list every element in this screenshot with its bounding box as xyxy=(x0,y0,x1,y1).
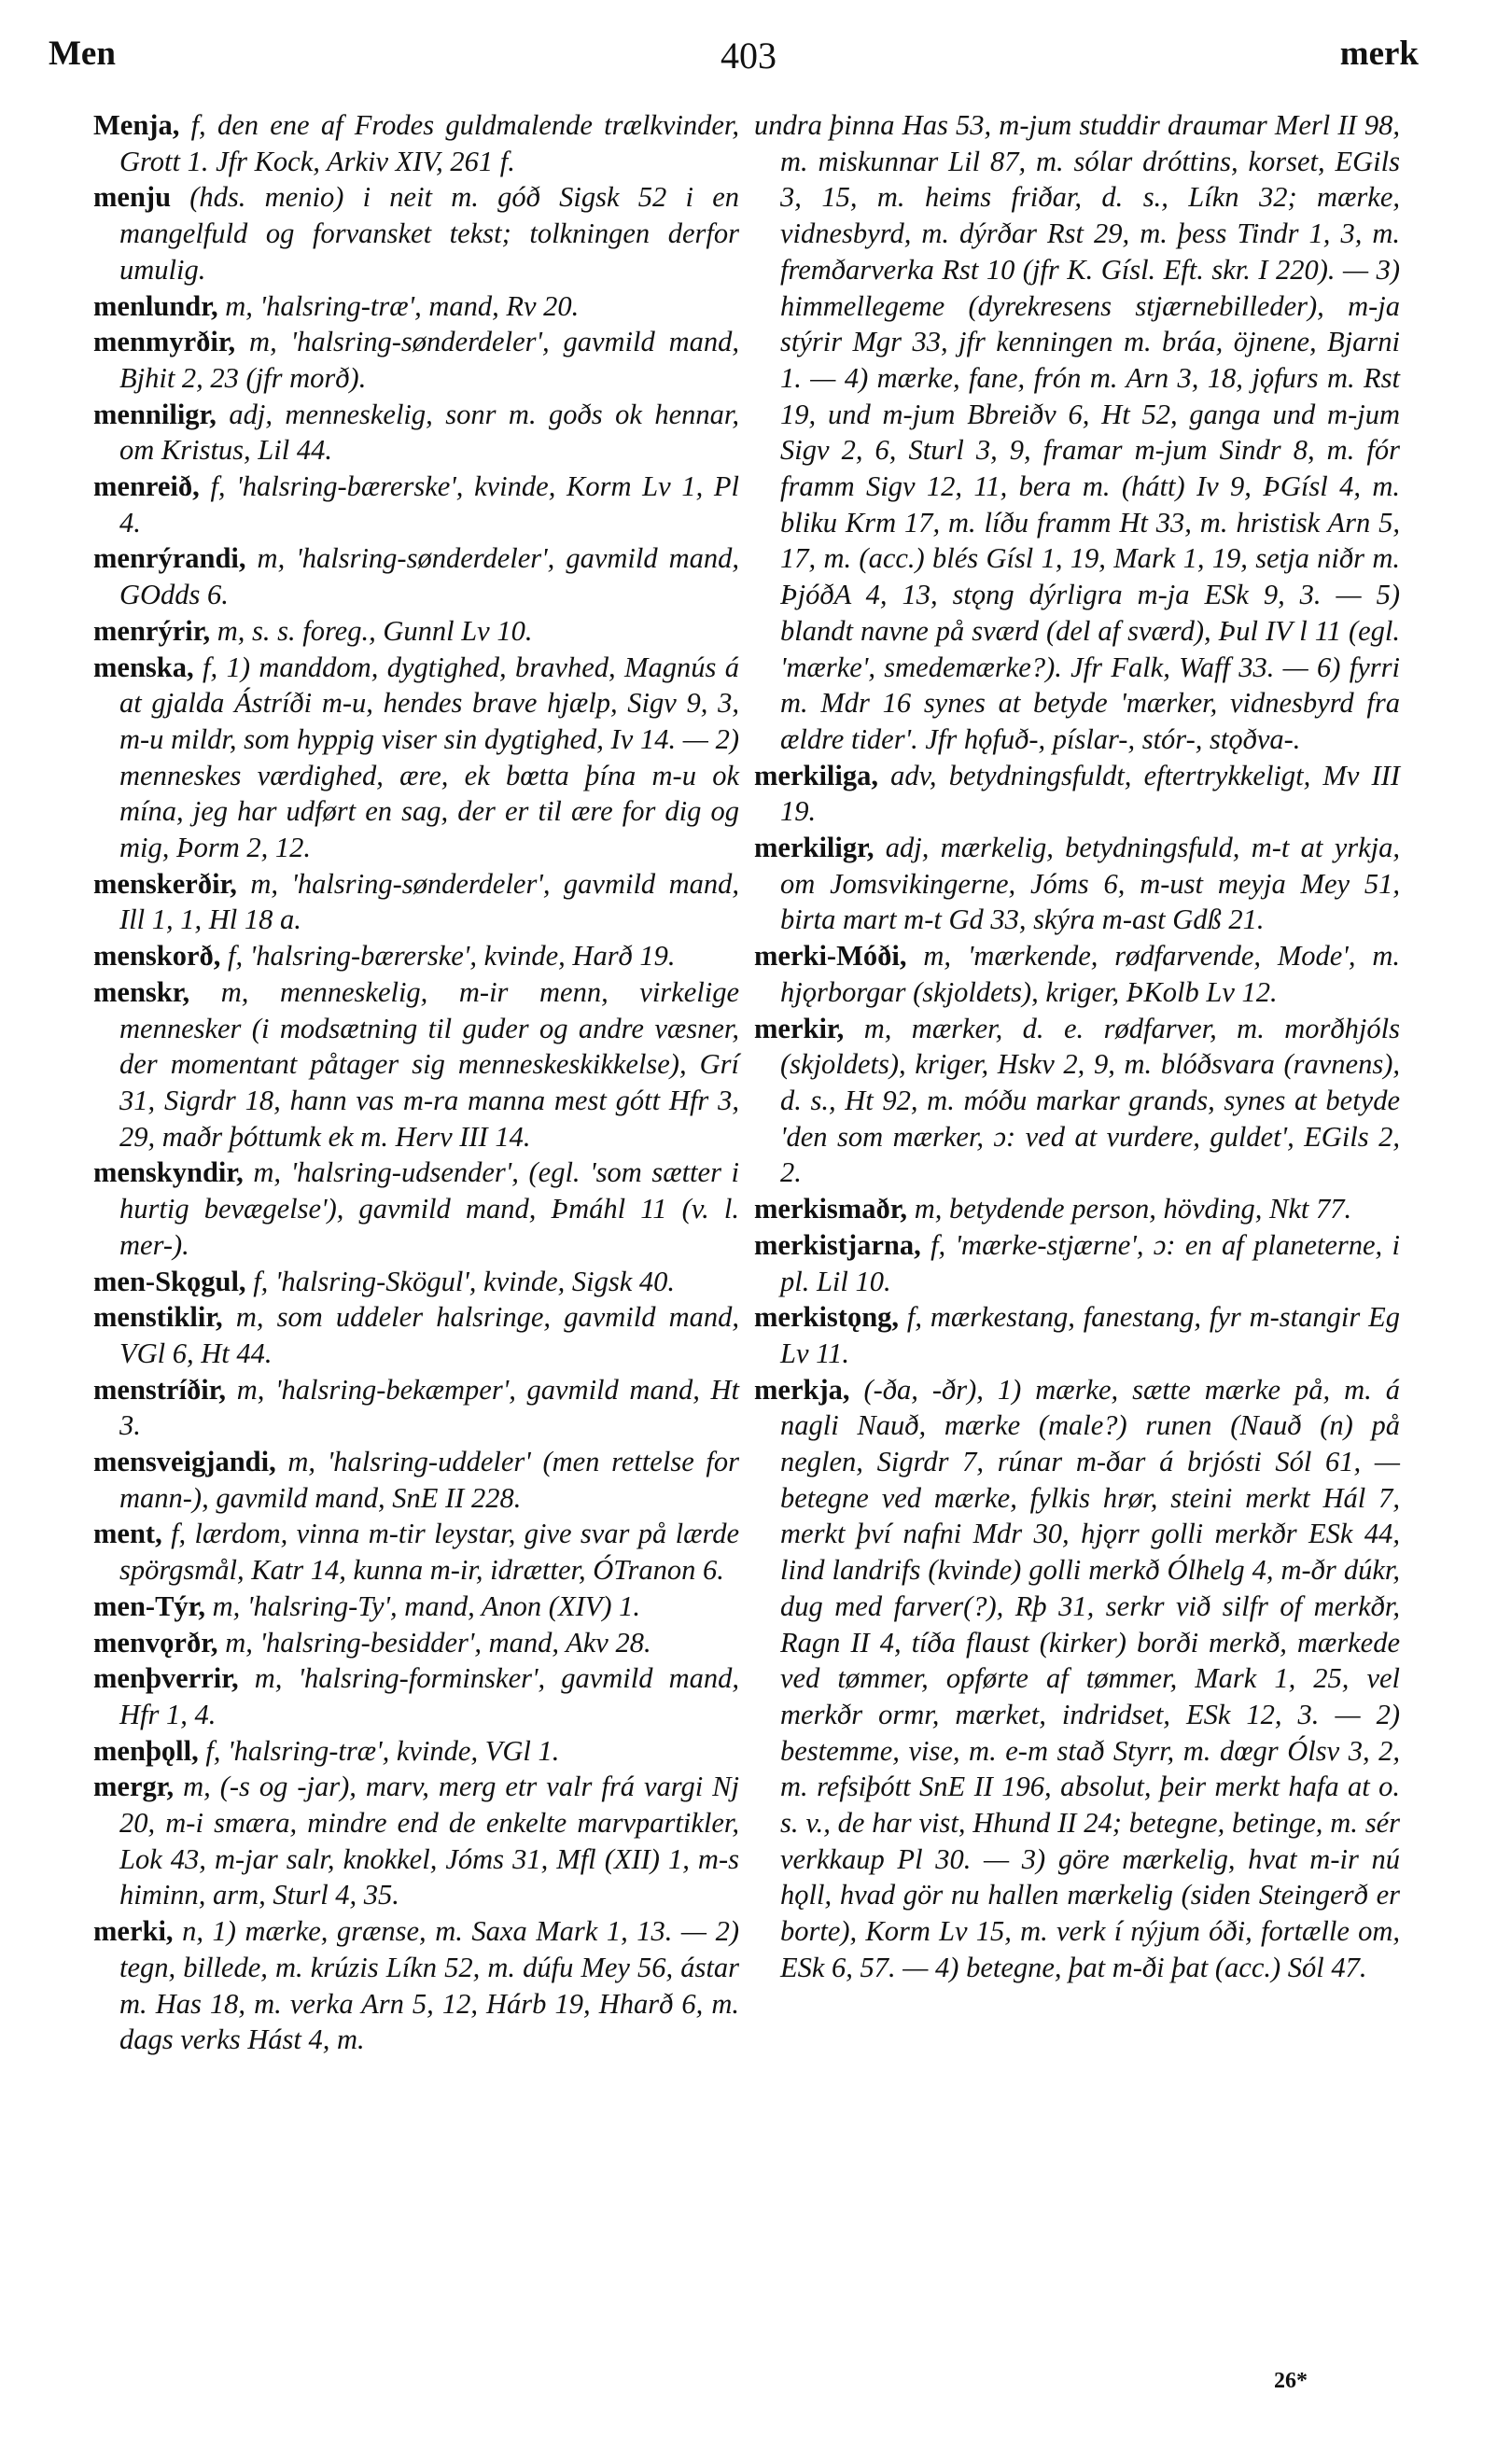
dictionary-entry xyxy=(93,107,739,179)
entry-definition: m, som uddeler halsringe, gavmild mand, VGl 6, Ht 44. xyxy=(119,1301,739,1369)
left-column xyxy=(93,107,739,2058)
entry-headword: men-Týr, xyxy=(93,1589,206,1622)
running-head-left: Men xyxy=(49,35,116,73)
entry-definition: m, 'halsring-udsender', (egl. 'som sætter i hurtig bevægelse'), gavmild mand, Þmáhl 11 (v. l. mer-). xyxy=(119,1156,739,1261)
entry-definition: m, 'halsring-sønderdeler', gavmild mand, GOdds 6. xyxy=(119,542,739,611)
entry-definition: f, 'halsring-Skögul', kvinde, Sigsk 40. xyxy=(245,1265,676,1297)
entry-headword: mergr, xyxy=(93,1771,175,1803)
entry-headword: menrýrir, xyxy=(93,614,211,647)
entry-headword: merkiliga, xyxy=(754,759,878,791)
dictionary-entry xyxy=(93,1733,739,1770)
entry-headword: merkiligr, xyxy=(754,832,874,864)
entry-headword: merkistǫng, xyxy=(754,1301,900,1334)
entry-definition: m, 'halsring-besidder', mand, Akv 28. xyxy=(217,1626,651,1659)
entry-headword: menska, xyxy=(93,651,194,683)
entry-definition: m, 'halsring-Ty', mand, Anon (XIV) 1. xyxy=(205,1589,641,1622)
dictionary-entry xyxy=(93,1155,739,1263)
dictionary-entry xyxy=(93,1372,739,1444)
entry-headword: merkir, xyxy=(754,1012,845,1044)
entry-definition: m, 'halsring-forminsker', gavmild mand, Hfr 1, 4. xyxy=(119,1662,739,1730)
entry-definition: m, (-s og -jar), marv, merg etr valr frá vargi Nj 20, m-i smæra, mindre end de enkelte marvpartikler, Lok 43, m-jar salr, knokkel, Jóms 31, Mfl (XII) 1, m-s himinn, arm, Sturl 4, 35. xyxy=(119,1771,739,1911)
entry-definition: (-ða, -ðr), 1) mærke, sætte mærke på, m. á nagli Nauð, mærke (male?) runen (Nauð (n) på neglen, Sigrdr 7, rúnar m-ðar á brjósti Sól 61, — betegne ved mærke, fylkis hrør, steini merkt Hál 7, merkt því nafni Mdr 30, hjǫrr golli merkðr ESk 44, lind landrifs (kvinde) golli merkð Ólhelg 4, m-ðr dúkr, dug med farver(?), Rþ 31, serkr við silfr of merkðr, Ragn II 4, tíða flaust (kirker) borði merkð, mærkede ved tømmer, opførte af tømmer, Mark 1, 25, vel merkðr ormr, mærket, indridset, ESk 12, 3. — 2) bestemme, vise, m. e-m stað Styrr, m. dœgr Ólsv 3, 2, m. refsiþótt SnE II 196, absolut, þeir merkt hafa at o. s. v., de har vist, Hhund II 24; betegne, betinge, m. sér verkkaup Pl 30. — 3) göre mærkelig, hvat m-ir nú hǫll, hvad gör nu hallen mærkelig (siden Steingerð er borte), Korm Lv 15, m. verk í nýjum óði, fortælle om, ESk 6, 57. — 4) betegne, þat m-ði þat (acc.) Sól 47. xyxy=(780,1373,1400,1983)
entry-definition: m, 'halsring-sønderdeler', gavmild mand, Ill 1, 1, Hl 18 a. xyxy=(119,867,739,936)
dictionary-entry xyxy=(93,1444,739,1516)
dictionary-entry xyxy=(93,1516,739,1588)
entry-definition: f, mærkestang, fanestang, fyr m-stangir Eg Lv 11. xyxy=(780,1301,1400,1369)
entry-headword: merkismaðr, xyxy=(754,1193,908,1225)
dictionary-entry xyxy=(754,1227,1400,1299)
dictionary-entry xyxy=(754,1299,1400,1371)
dictionary-entry xyxy=(93,1913,739,2058)
dictionary-entry xyxy=(93,1299,739,1371)
entry-headword: merkja, xyxy=(754,1373,850,1406)
dictionary-entry xyxy=(754,1191,1400,1227)
entry-definition: adj, mærkelig, betydningsfuld, m-t at yrkja, om Jomsvikingerne, Jóms 6, m-ust meyja Mey 51, birta mart m-t Gd 33, skýra m-ast Gdß 21. xyxy=(780,832,1400,936)
entry-headword: merki, xyxy=(93,1915,174,1948)
entry-definition: f, 'halsring-bærerske', kvinde, Korm Lv 1, Pl 4. xyxy=(119,470,739,539)
entry-definition: m, mærker, d. e. rødfarver, m. morðhjóls (skjoldets), kriger, Hskv 2, 9, m. blóðsvara (ravnens), d. s., Ht 92, m. móðu markar grands, synes at betyde 'den som mærker, ɔ: ved at vurdere, guldet', EGils 2, 2. xyxy=(780,1012,1400,1189)
dictionary-entry xyxy=(93,650,739,866)
dictionary-entry xyxy=(93,324,739,396)
dictionary-entry xyxy=(93,1589,739,1625)
entry-definition: m, 'halsring-sønderdeler', gavmild mand, Bjhit 2, 23 (jfr morð). xyxy=(119,326,739,394)
entry-definition: f, lærdom, vinna m-tir leystar, give svar på lærde spörgsmål, Katr 14, kunna m-ir, idrætter, ÓTranon 6. xyxy=(119,1518,739,1587)
entry-definition: m, 'halsring-bekæmper', gavmild mand, Ht 3. xyxy=(119,1373,739,1442)
dictionary-entry xyxy=(93,469,739,540)
dictionary-entry xyxy=(93,288,739,325)
entry-definition: n, 1) mærke, grænse, m. Saxa Mark 1, 13. — 2) tegn, billede, m. krúzis Líkn 52, m. dúfu Mey 56, ástar m. Has 18, m. verka Arn 5, 12, Hárb 19, Hharð 6, m. dags verks Hást 4, m. xyxy=(119,1915,739,2056)
dictionary-entry xyxy=(93,1625,739,1661)
dictionary-entry xyxy=(93,938,739,974)
entry-definition: (hds. menio) i neit m. góð Sigsk 52 i en mangelfuld og forvansket tekst; tolkningen derfor umulig. xyxy=(119,181,739,286)
dictionary-entry xyxy=(754,758,1400,830)
entry-definition: f, 'halsring-træ', kvinde, VGl 1. xyxy=(198,1734,560,1767)
entry-headword: menrýrandi, xyxy=(93,542,246,575)
dictionary-entry xyxy=(754,1011,1400,1192)
dictionary-entry xyxy=(93,179,739,287)
entry-headword: menskerðir, xyxy=(93,867,237,900)
entry-headword: menskr, xyxy=(93,975,190,1008)
right-column xyxy=(754,107,1400,1986)
entry-definition: f, 'halsring-bærerske', kvinde, Harð 19. xyxy=(220,940,676,973)
entry-headword: menskorð, xyxy=(93,940,221,973)
entry-headword: menþverrir, xyxy=(93,1662,239,1695)
entry-headword: men-Skǫgul, xyxy=(93,1265,246,1297)
entry-headword: merki-Móði, xyxy=(754,940,907,973)
entry-headword: menlundr, xyxy=(93,289,218,322)
entry-headword: Menja, xyxy=(93,109,180,141)
dictionary-entry xyxy=(93,397,739,469)
entry-definition: f, 1) manddom, dygtighed, bravhed, Magnús á at gjalda Ástríði m-u, hendes brave hjælp, Sigv 9, 3, m-u mildr, som hyppig viser sin dygtighed, Iv 14. — 2) menneskes værdighed, ære, ek bœtta þína m-u ok mína, jeg har udført en sag, der er til ære for dig og mig, Þorm 2, 12. xyxy=(119,651,739,864)
entry-headword: menmyrðir, xyxy=(93,326,236,358)
dictionary-entry xyxy=(754,1372,1400,1986)
dictionary-entry xyxy=(754,938,1400,1010)
dictionary-entry xyxy=(93,1660,739,1732)
dictionary-entry xyxy=(754,107,1400,758)
entry-headword: menvǫrðr, xyxy=(93,1626,218,1659)
entry-headword: menskyndir, xyxy=(93,1156,244,1189)
entry-definition: m, 'halsring-uddeler' (men rettelse for mann-), gavmild mand, SnE II 228. xyxy=(119,1446,739,1514)
entry-headword: menniligr, xyxy=(93,398,217,430)
dictionary-entry xyxy=(93,866,739,938)
dictionary-entry xyxy=(93,1769,739,1913)
entry-definition: m, menneskelig, m-ir menn, virkelige mennesker (i modsætning til guder og andre væsner, der momentant påtager sig menneskeskikkelse), Grí 31, Sigrdr 18, hann vas m-ra manna mest gótt Hfr 3, 29, maðr þóttumk ek m. Herv III 14. xyxy=(119,975,739,1153)
entry-headword: menþǫll, xyxy=(93,1734,199,1767)
entry-headword: merkistjarna, xyxy=(754,1228,921,1261)
entry-definition: adv, betydningsfuldt, eftertrykkeligt, Mv III 19. xyxy=(780,759,1400,828)
dictionary-entry xyxy=(93,613,739,650)
entry-headword: menju xyxy=(93,181,172,214)
entry-definition: f, 'mærke-stjærne', ɔ: en af planeterne, i pl. Lil 10. xyxy=(780,1228,1400,1297)
dictionary-entry xyxy=(93,540,739,612)
dictionary-entry xyxy=(754,830,1400,938)
dictionary-entry xyxy=(93,1264,739,1300)
entry-headword: ment, xyxy=(93,1518,162,1550)
dictionary-entry xyxy=(93,974,739,1155)
entry-headword: menreið, xyxy=(93,470,200,503)
signature-mark: 26* xyxy=(1274,2369,1308,2393)
entry-definition: f, den ene af Frodes guldmalende trælkvinder, Grott 1. Jfr Kock, Arkiv XIV, 261 f. xyxy=(119,109,739,177)
entry-definition: undra þinna Has 53, m-jum studdir draumar Merl II 98, m. miskunnar Lil 87, m. sólar dróttins, korset, EGils 3, 15, m. heims friðar, d. s., Líkn 32; mærke, vidnesbyrd, m. dýrðar Rst 29, m. þess Tindr 1, 3, m. fremðarverka Rst 10 (jfr K. Gísl. Eft. skr. I 220). — 3) himmellegeme (dyrekresens stjærnebilleder), m-ja stýrir Mgr 33, jfr kenningen m. bráa, öjnene, Bjarni 1. — 4) mærke, fane, frón m. Arn 3, 18, jǫfurs m. Rst 19, und m-jum Bbreiðv 6, Ht 52, ganga und m-jum Sigv 2, 6, Sturl 3, 9, framar m-jum Sindr 8, m. fór framm Sigv 12, 11, bera m. (hátt) Iv 9, ÞGísl 4, m. bliku Krm 17, m. líðu framm Ht 33, m. hristisk Arn 5, 17, m. (acc.) blés Gísl 1, 19, Mark 1, 19, setja niðr m. ÞjóðA 4, 13, stǫng dýrligra m-ja ESk 9, 3. — 5) blandt navne på sværd (del af sværd), Þul IV l 11 (egl. 'mærke', smedemærke?). Jfr Falk, Waff 33. — 6) fyrri m. Mdr 16 synes at betyde 'mærker, vidnesbyrd fra ældre tider'. Jfr hǫfuð-, píslar-, stór-, stǫðva-. xyxy=(754,109,1400,755)
entry-definition: m, 'halsring-træ', mand, Rv 20. xyxy=(217,289,580,322)
entry-definition: m, 'mærkende, rødfarvende, Mode', m. hjǫrborgar (skjoldets), kriger, ÞKolb Lv 12. xyxy=(780,940,1400,1008)
entry-headword: menstríðir, xyxy=(93,1373,227,1406)
running-head-right: merk xyxy=(1339,35,1419,73)
page-number: 403 xyxy=(721,35,776,77)
entry-headword: menstiklir, xyxy=(93,1301,223,1334)
entry-definition: m, s. s. foreg., Gunnl Lv 10. xyxy=(210,614,533,647)
entry-definition: adj, menneskelig, sonr m. goðs ok hennar, om Kristus, Lil 44. xyxy=(119,398,739,467)
entry-definition: m, betydende person, hövding, Nkt 77. xyxy=(907,1193,1352,1225)
entry-headword: mensveigjandi, xyxy=(93,1446,276,1478)
